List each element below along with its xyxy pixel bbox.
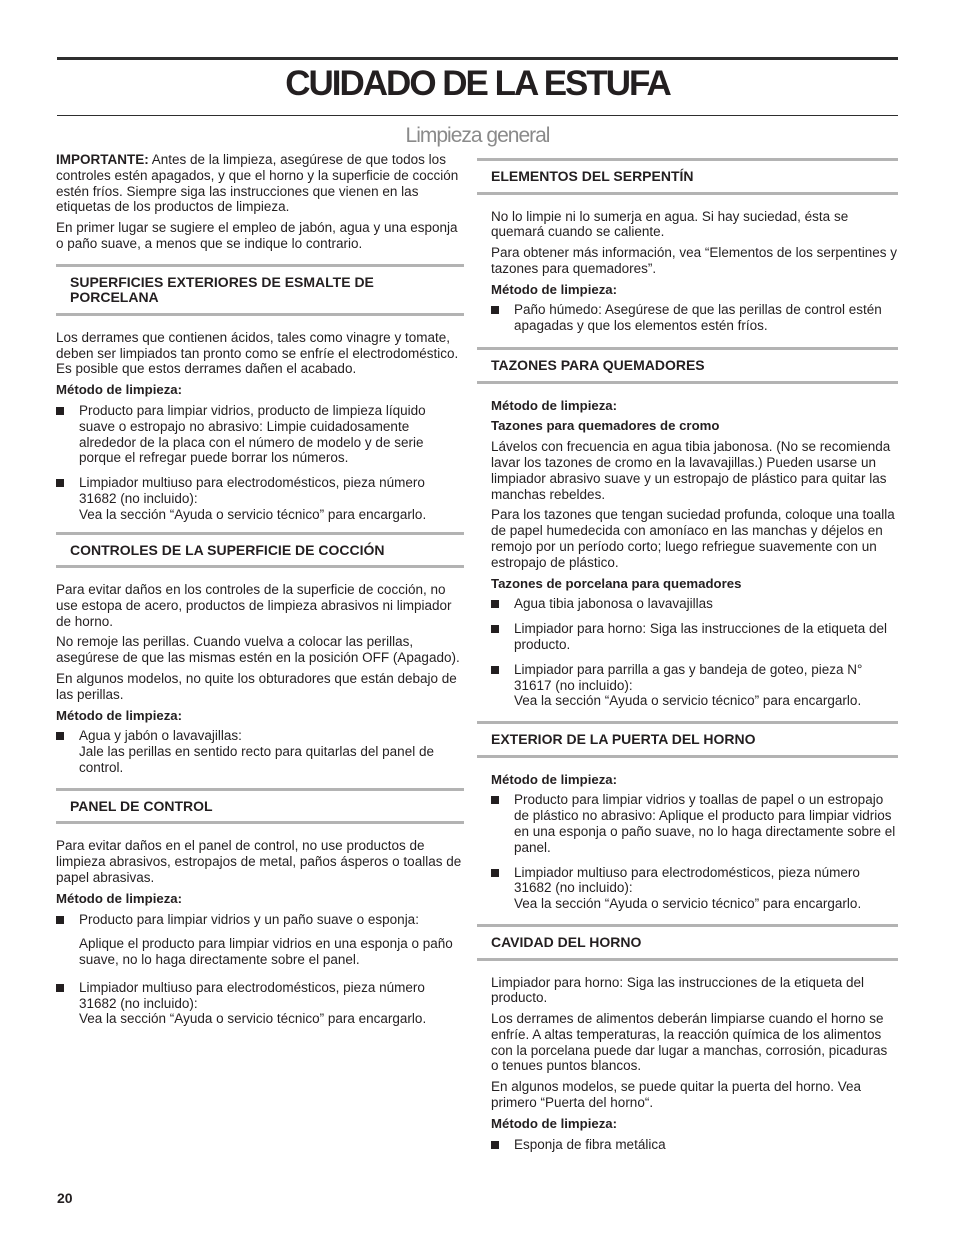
tazones-list bbox=[491, 596, 898, 709]
list-item: Limpiador para parrilla a gas y bandeja de goteo, pieza N° 31617 (no incluido): Vea la sección “Ayuda o servicio técnico” para encargarlo. bbox=[491, 662, 898, 709]
intro-paragraph-2: En primer lugar se sugiere el empleo de jabón, agua y una esponja o paño suave, a menos que se indique lo contrario. bbox=[56, 220, 458, 251]
controles-text-1: Para evitar daños en los controles de la superficie de cocción, no use estopa de acero, productos de limpieza abrasivos ni limpiador de horno. bbox=[56, 582, 452, 629]
list-item: Paño húmedo: Asegúrese de que las perillas de control estén apagadas y que los elementos estén fríos. bbox=[491, 302, 898, 334]
section-header-controles: CONTROLES DE LA SUPERFICIE DE COCCIÓN bbox=[56, 532, 464, 569]
square-bullet-icon bbox=[491, 625, 499, 633]
list-item: Limpiador multiuso para electrodomésticos, pieza número 31682 (no incluido): Vea la sección “Ayuda o servicio técnico” para encargarlo. bbox=[56, 475, 464, 522]
controles-method-label: Método de limpieza: bbox=[56, 707, 183, 723]
page-title: CUIDADO DE LA ESTUFA bbox=[285, 64, 670, 103]
serpentin-list bbox=[491, 302, 898, 334]
square-bullet-icon bbox=[491, 666, 499, 674]
square-bullet-icon bbox=[491, 869, 499, 877]
tazones-cromo-label: Tazones para quemadores de cromo bbox=[491, 418, 720, 434]
square-bullet-icon bbox=[56, 479, 64, 487]
controles-list bbox=[56, 728, 464, 775]
panel-list bbox=[56, 912, 464, 928]
section-header-tazones: TAZONES PARA QUEMADORES bbox=[477, 347, 898, 384]
cavidad-text-2: Los derrames de alimentos deberán limpiarse cuando el horno se enfríe. A altas temperaturas, la reacción química de los alimentos con la porcelana puede dar lugar a manchas, corrosión, picaduras o tenues puntos blancos. bbox=[491, 1011, 888, 1074]
square-bullet-icon bbox=[491, 1141, 499, 1149]
right-column bbox=[491, 158, 898, 1161]
section-header-puerta: EXTERIOR DE LA PUERTA DEL HORNO bbox=[477, 721, 898, 758]
tazones-method-label: Método de limpieza: bbox=[491, 397, 618, 413]
tazones-text-1: Lávelos con frecuencia en agua tibia jabonosa. (No se recomienda lavar los tazones de cromo en la lavavajillas.) Pueden usarse un limpiador abrasivo suave y un estropajo de plástico para quitar las manchas rebeldes. bbox=[491, 439, 891, 502]
list-item: Agua tibia jabonosa o lavavajillas bbox=[491, 596, 898, 612]
square-bullet-icon bbox=[56, 732, 64, 740]
important-label: IMPORTANTE: bbox=[56, 152, 149, 167]
square-bullet-icon bbox=[56, 407, 64, 415]
list-item: Producto para limpiar vidrios y toallas de papel o un estropajo de plástico no abrasivo: Aplique el producto para limpiar vidrios en una esponja o paño suave, no lo haga directamente sobre el panel. bbox=[491, 792, 898, 855]
puerta-list bbox=[491, 792, 898, 912]
page-number: 20 bbox=[57, 1190, 73, 1206]
list-item: Limpiador para horno: Siga las instrucciones de la etiqueta del producto. bbox=[491, 621, 898, 653]
left-column bbox=[56, 152, 464, 1036]
list-item: Producto para limpiar vidrios, producto de limpieza líquido suave o estropajo no abrasivo: Limpie cuidadosamente alrededor de la placa con el número de modelo y de serie porque el refregar puede borrar los números. bbox=[56, 403, 464, 466]
panel-note: Aplique el producto para limpiar vidrios en una esponja o paño suave, no lo haga directamente sobre el panel. bbox=[79, 936, 453, 968]
square-bullet-icon bbox=[56, 984, 64, 992]
page-subtitle: Limpieza general bbox=[405, 124, 550, 147]
cavidad-method-label: Método de limpieza: bbox=[491, 1115, 618, 1131]
section-header-serpentin: ELEMENTOS DEL SERPENTÍN bbox=[477, 158, 898, 195]
section-header-porcelana: SUPERFICIES EXTERIORES DE ESMALTE DE PORCELANA bbox=[56, 264, 464, 316]
puerta-method-label: Método de limpieza: bbox=[491, 771, 618, 787]
porcelana-text: Los derrames que contienen ácidos, tales como vinagre y tomate, deben ser limpiados tan pronto como se enfríe el electrodoméstico. Es posible que estos derrames dañen el acabado. bbox=[56, 329, 459, 377]
list-item: Limpiador multiuso para electrodomésticos, pieza número 31682 (no incluido): Vea la sección “Ayuda o servicio técnico” para encargarlo. bbox=[56, 980, 464, 1027]
list-item: Agua y jabón o lavavajillas: Jale las perillas en sentido recto para quitarlas del panel de control. bbox=[56, 728, 464, 775]
serpentin-text-1: No lo limpie ni lo sumerja en agua. Si hay suciedad, ésta se quemará cuando se caliente. bbox=[491, 208, 849, 240]
controles-text-3: En algunos modelos, no quite los obturadores que están debajo de las perillas. bbox=[56, 671, 457, 702]
section-header-panel: PANEL DE CONTROL bbox=[56, 788, 464, 825]
panel-text: Para evitar daños en el panel de control, no use productos de limpieza abrasivos, estropajos de metal, paños ásperos o toallas de papel abrasivas. bbox=[56, 838, 462, 885]
section-header-cavidad: CAVIDAD DEL HORNO bbox=[477, 924, 898, 961]
intro-paragraph bbox=[56, 152, 464, 215]
list-item: Esponja de fibra metálica bbox=[491, 1137, 898, 1153]
porcelana-method-label: Método de limpieza: bbox=[56, 382, 183, 398]
controles-text-2: No remoje las perillas. Cuando vuelva a colocar las perillas, asegúrese de que las mismas estén en la posición OFF (Apagado). bbox=[56, 634, 460, 666]
list-item: Producto para limpiar vidrios y un paño suave o esponja: bbox=[56, 912, 464, 928]
cavidad-text-3: En algunos modelos, se puede quitar la puerta del horno. Vea primero “Puerta del horno“. bbox=[491, 1079, 862, 1111]
tazones-porcelana-label: Tazones de porcelana para quemadores bbox=[491, 575, 742, 591]
tazones-text-2: Para los tazones que tengan suciedad profunda, coloque una toalla de papel humedecida con amoníaco en las manchas y déjelos en remojo por un período corto; luego refriegue suavemente con un estropajo de plástico. bbox=[491, 507, 895, 570]
serpentin-text-2: Para obtener más información, vea “Elementos de los serpentines y tazones para quemadores”. bbox=[491, 245, 897, 276]
porcelana-list bbox=[56, 403, 464, 523]
intro-text: Antes de la limpieza, asegúrese de que todos los controles estén apagados, y que el horno y la superficie de cocción estén fríos. Siempre siga las instrucciones que vienen en las etiquetas de los productos de limpieza. bbox=[56, 152, 459, 215]
list-item: Limpiador multiuso para electrodomésticos, pieza número 31682 (no incluido): Vea la sección “Ayuda o servicio técnico” para encargarlo. bbox=[491, 865, 898, 912]
title-rule bbox=[57, 115, 898, 116]
square-bullet-icon bbox=[491, 796, 499, 804]
panel-list-2 bbox=[56, 980, 464, 1027]
cavidad-text-1: Limpiador para horno: Siga las instrucciones de la etiqueta del producto. bbox=[491, 974, 864, 1006]
panel-method-label: Método de limpieza: bbox=[56, 890, 183, 906]
square-bullet-icon bbox=[491, 600, 499, 608]
cavidad-list bbox=[491, 1137, 898, 1153]
serpentin-method-label: Método de limpieza: bbox=[491, 281, 618, 297]
top-rule bbox=[57, 57, 898, 60]
square-bullet-icon bbox=[491, 306, 499, 314]
square-bullet-icon bbox=[56, 916, 64, 924]
